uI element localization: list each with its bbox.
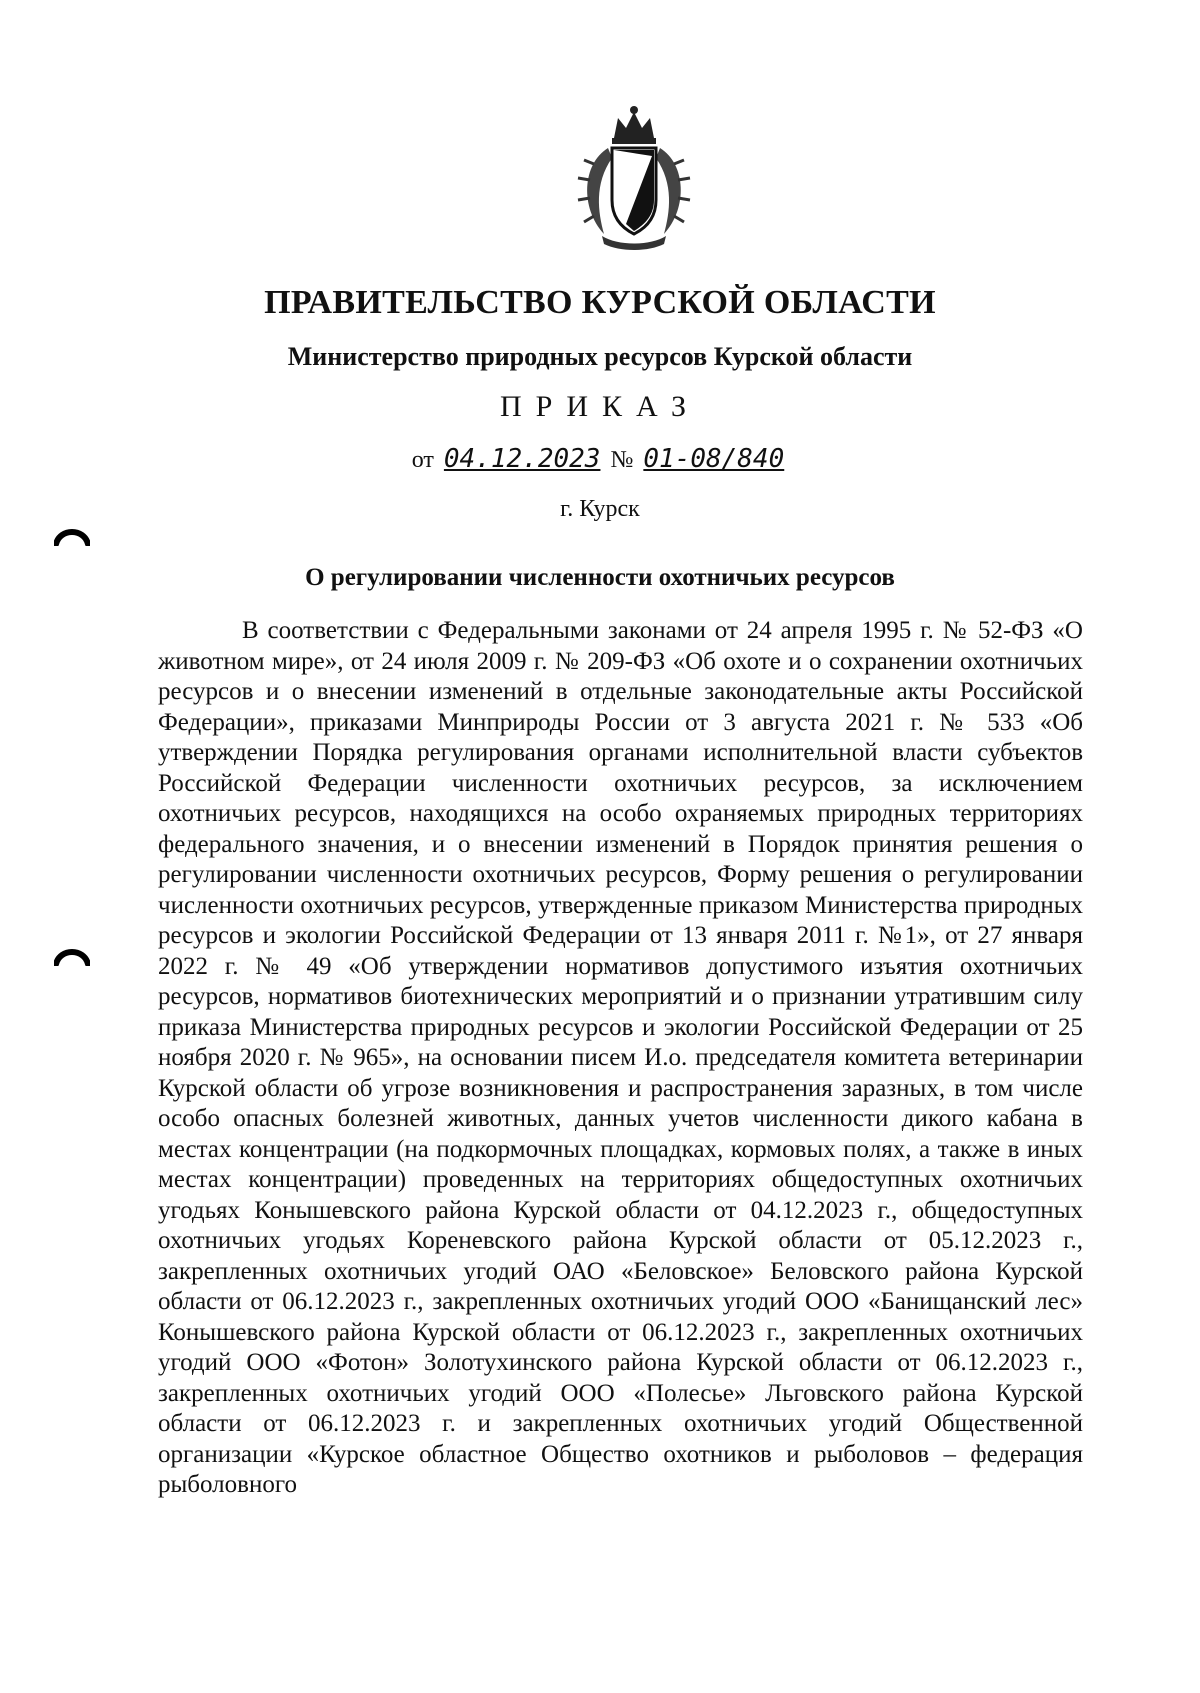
date-prefix: от [411, 447, 434, 473]
ministry-title: Министерство природных ресурсов Курской области [287, 342, 913, 371]
date-number-line [0, 444, 1200, 474]
coat-of-arms-icon [568, 104, 700, 252]
punch-hole-mark-icon [54, 946, 90, 966]
number-value: 01-08/840 [643, 444, 785, 474]
order-subject: О регулировании численности охотничьих ресурсов [305, 564, 895, 591]
document-type: ПРИКАЗ [500, 390, 700, 423]
body-paragraph: В соответствии с Федеральными законами от 24 апреля 1995 г. № 52-ФЗ «О животном мире», от 24 июля 2009 г. № 209-ФЗ «Об охоте и о сохранении охотничьих ресурсов и о внесении изменений в отдельные законодательные акты Российской Федерации», приказами Минприроды России от 3 августа 2021 г. № 533 «Об утверждении Порядка регулирования органами исполнительной власти субъектов Российской Федерации численности охотничьих ресурсов, за исключением охотничьих ресурсов, находящихся на особо охраняемых природных территориях федерального значения, и о внесении изменений в Порядок принятия решения о регулировании численности охотничьих ресурсов, Форму решения о регулировании численности охотничьих ресурсов, утвержденные приказом Министерства природных ресурсов и экологии Российской Федерации от 13 января 2011 г. №1», от 27 января 2022 г. № 49 «Об утверждении нормативов допустимого изъятия охотничьих ресурсов, нормативов биотехнических мероприятий и о признании утратившим силу приказа Министерства природных ресурсов и экологии Российской Федерации от 25 ноября 2020 г. № 965», на основании писем И.о. председателя комитета ветеринарии Курской области об угрозе возникновения и распространения заразных, в том числе особо опасных болезней животных, данных учетов численности дикого кабана в местах концентрации (на подкормочных площадках, кормовых полях, а также в иных местах концентрации) проведенных на территориях общедоступных охотничьих угодьях Конышевского района Курской области от 04.12.2023 г., общедоступных охотничьих угодьях Кореневского района Курской области от 05.12.2023 г., закрепленных охотничьих угодий ОАО «Беловское» Беловского района Курской области от 06.12.2023 г., закрепленных охотничьих угодий ООО «Банищанский лес» Конышевского района Курской области от 06.12.2023 г., закрепленных охотничьих угодий ООО «Фотон» Золотухинского района Курской области от 06.12.2023 г., закрепленных охотничьих угодий ООО «Полесье» Льговского района Курской области от 06.12.2023 г. и закрепленных охотничьих угодий Общественной организации «Курское областное Общество охотников и рыболовов – федерация рыболовного [158, 617, 1083, 1498]
government-title: ПРАВИТЕЛЬСТВО КУРСКОЙ ОБЛАСТИ [264, 284, 936, 321]
number-prefix: № [610, 447, 634, 473]
city: г. Курск [560, 496, 640, 522]
date-value: 04.12.2023 [443, 444, 601, 474]
punch-hole-mark-icon [54, 526, 90, 546]
